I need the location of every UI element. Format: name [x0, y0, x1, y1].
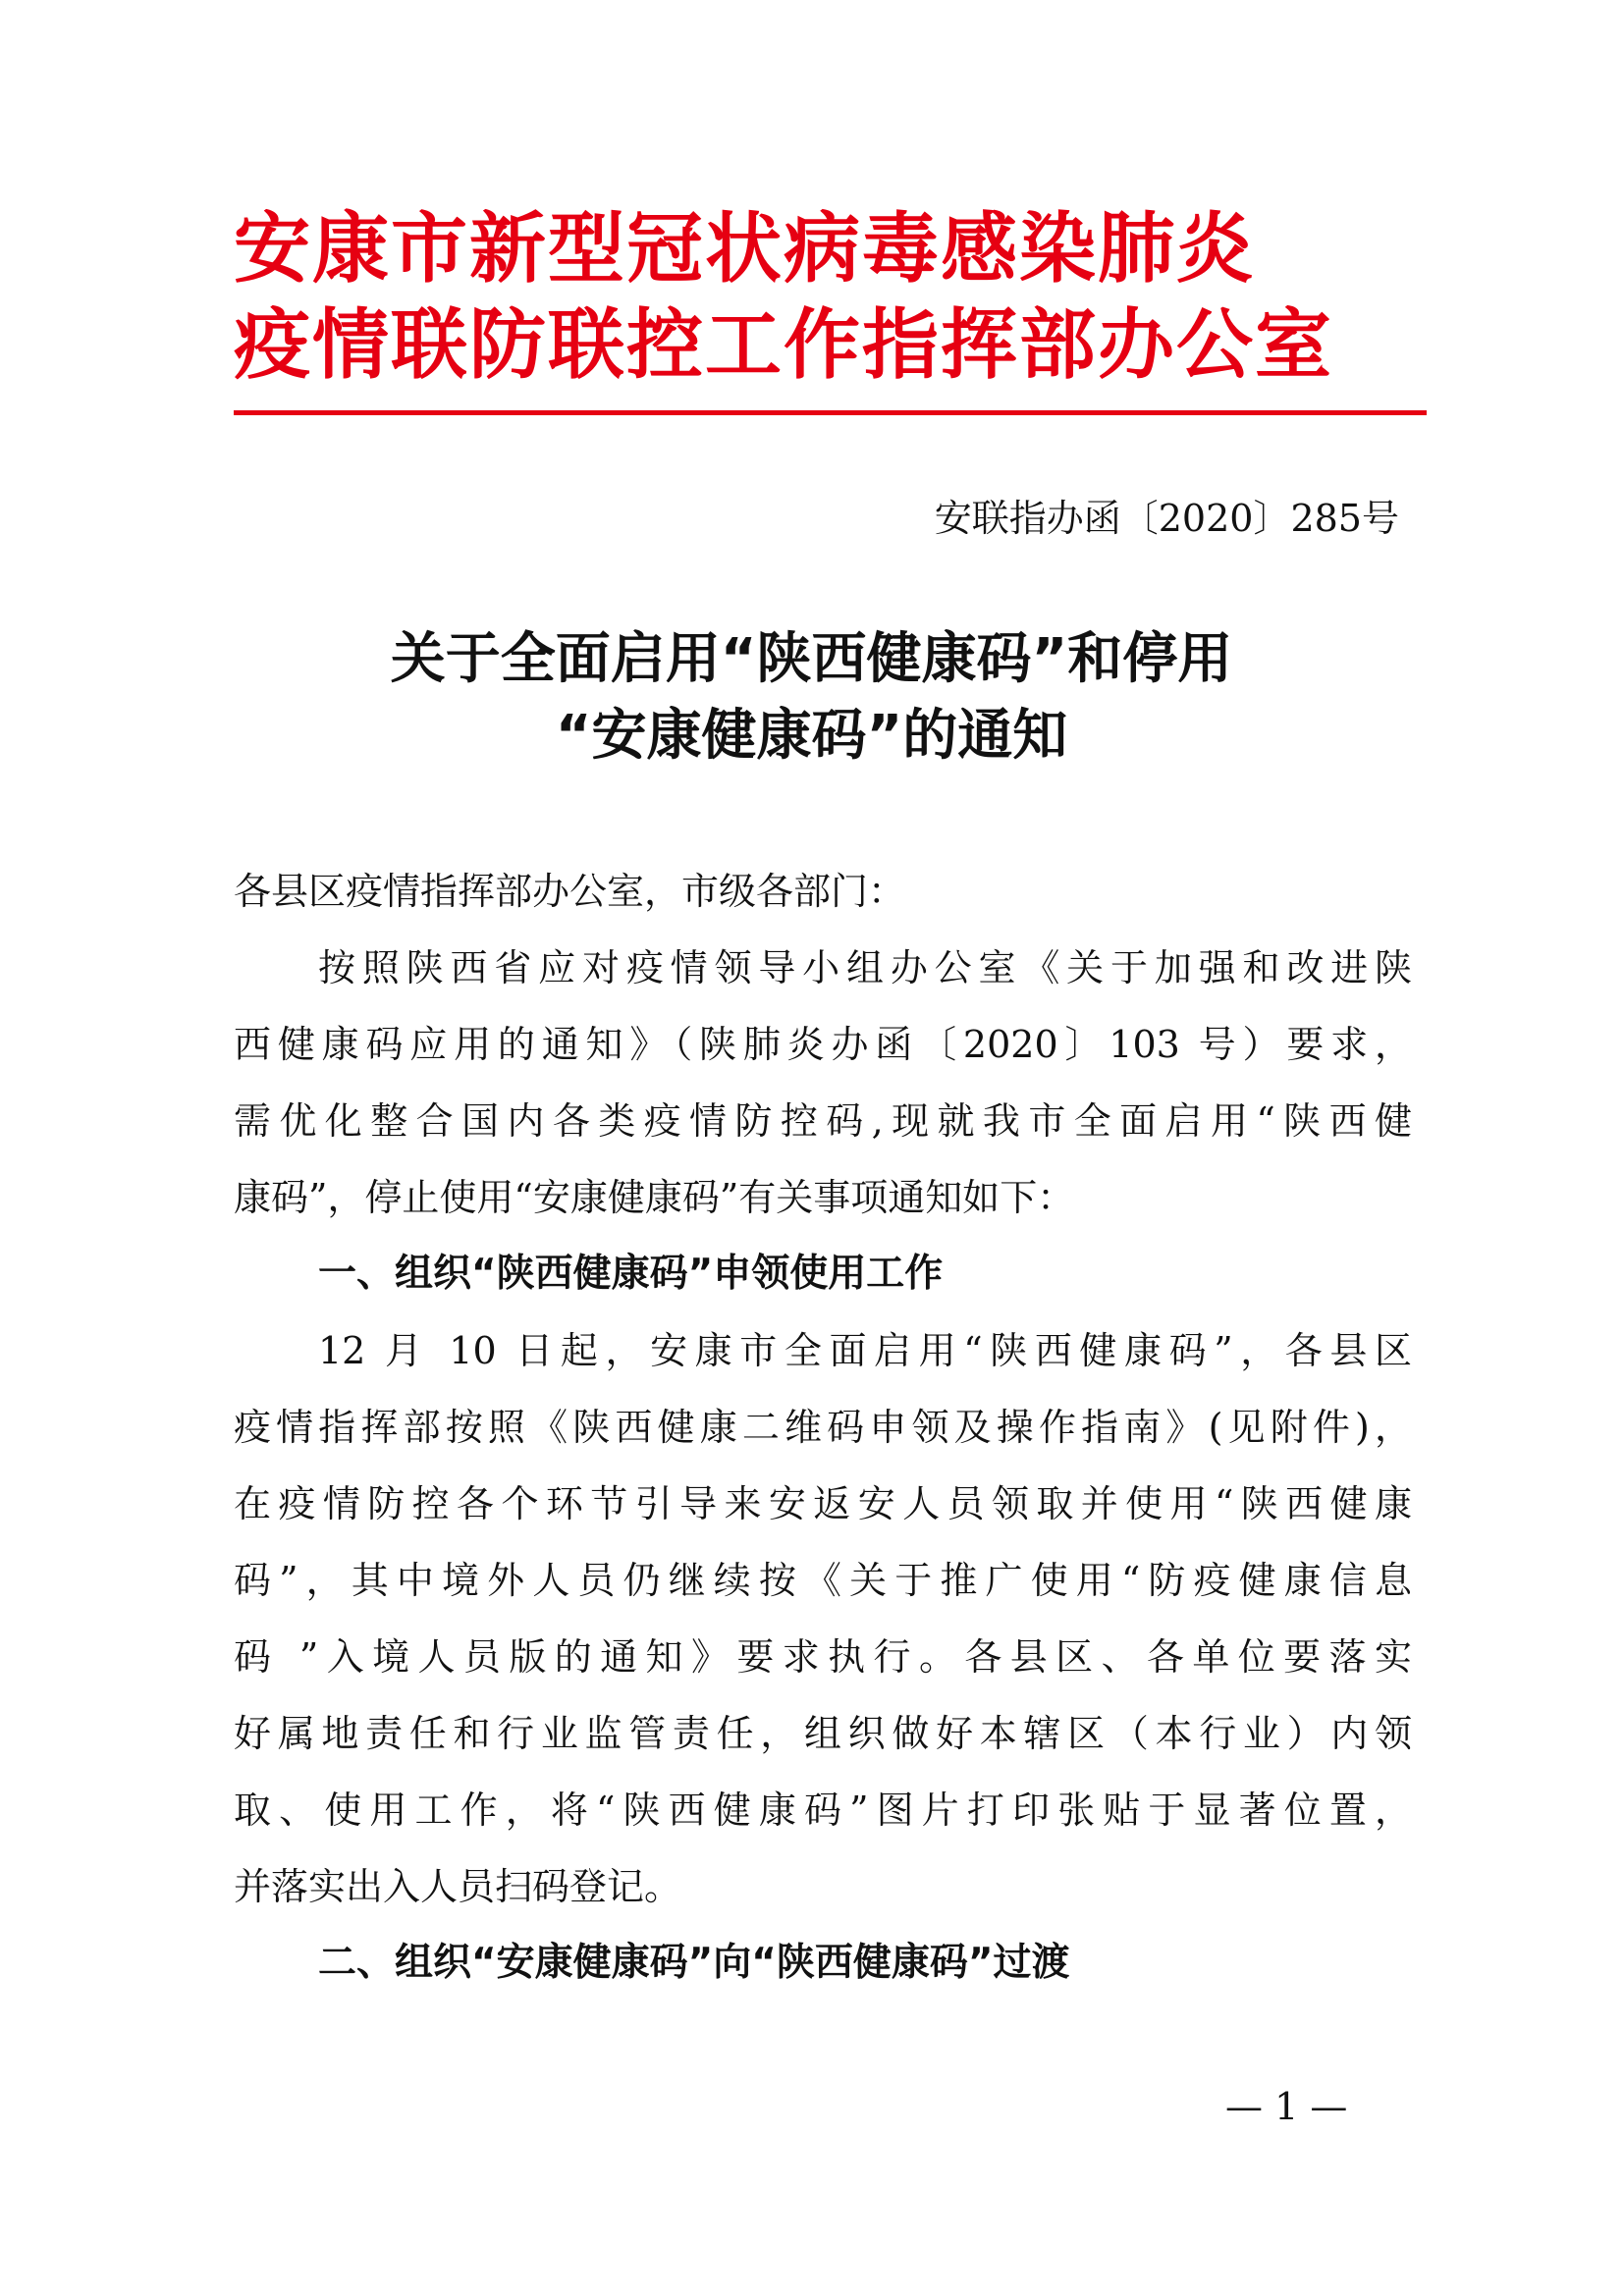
document-number: 安联指办函〔2020〕285号	[934, 497, 1399, 540]
paragraph-1-line: 康码”，停止使用“安康健康码”有关事项通知如下：	[234, 1176, 1075, 1219]
paragraph-1-line: 按照陕西省应对疫情领导小组办公室《关于加强和改进陕	[318, 946, 1412, 989]
section-1-heading: 一、组织“陕西健康码”申领使用工作	[318, 1252, 944, 1296]
paragraph-2-line: 并落实出入人员扫码登记。	[234, 1865, 682, 1908]
letterhead-divider	[234, 410, 1427, 415]
document-title-line-1: 关于全面启用“陕西健康码”和停用	[390, 627, 1233, 691]
paragraph-2-line: 码 ”入境人员版的通知》要求执行。各县区、各单位要落实	[234, 1635, 1412, 1679]
letterhead-line-1: 安康市新型冠状病毒感染肺炎	[234, 204, 1256, 294]
paragraph-2-line: 在疫情防控各个环节引导来安返安人员领取并使用“陕西健康	[234, 1482, 1412, 1525]
document-title-line-2: “安康健康码”的通知	[555, 704, 1068, 768]
page-number: — 1 —	[1225, 2085, 1348, 2128]
paragraph-1-line: 西健康码应用的通知》（陕肺炎办函〔2020〕103 号）要求，	[234, 1023, 1412, 1066]
paragraph-2-line: 12 月 10 日起，安康市全面启用“陕西健康码”，各县区	[318, 1329, 1412, 1372]
salutation: 各县区疫情指挥部办公室，市级各部门：	[234, 870, 906, 913]
paragraph-2-line: 取、使用工作，将“陕西健康码”图片打印张贴于显著位置，	[234, 1789, 1412, 1832]
paragraph-2-line: 好属地责任和行业监管责任，组织做好本辖区（本行业）内领	[234, 1712, 1412, 1755]
document-body	[234, 853, 1412, 2002]
paragraph-2-line: 码”，其中境外人员仍继续按《关于推广使用“防疫健康信息	[234, 1559, 1412, 1602]
paragraph-1-line: 需优化整合国内各类疫情防控码,现就我市全面启用“陕西健	[234, 1099, 1412, 1143]
section-2-heading: 二、组织“安康健康码”向“陕西健康码”过渡	[318, 1941, 1070, 1985]
letterhead-line-2: 疫情联防联控工作指挥部办公室	[234, 300, 1334, 390]
paragraph-2-line: 疫情指挥部按照《陕西健康二维码申领及操作指南》(见附件)，	[234, 1406, 1412, 1449]
